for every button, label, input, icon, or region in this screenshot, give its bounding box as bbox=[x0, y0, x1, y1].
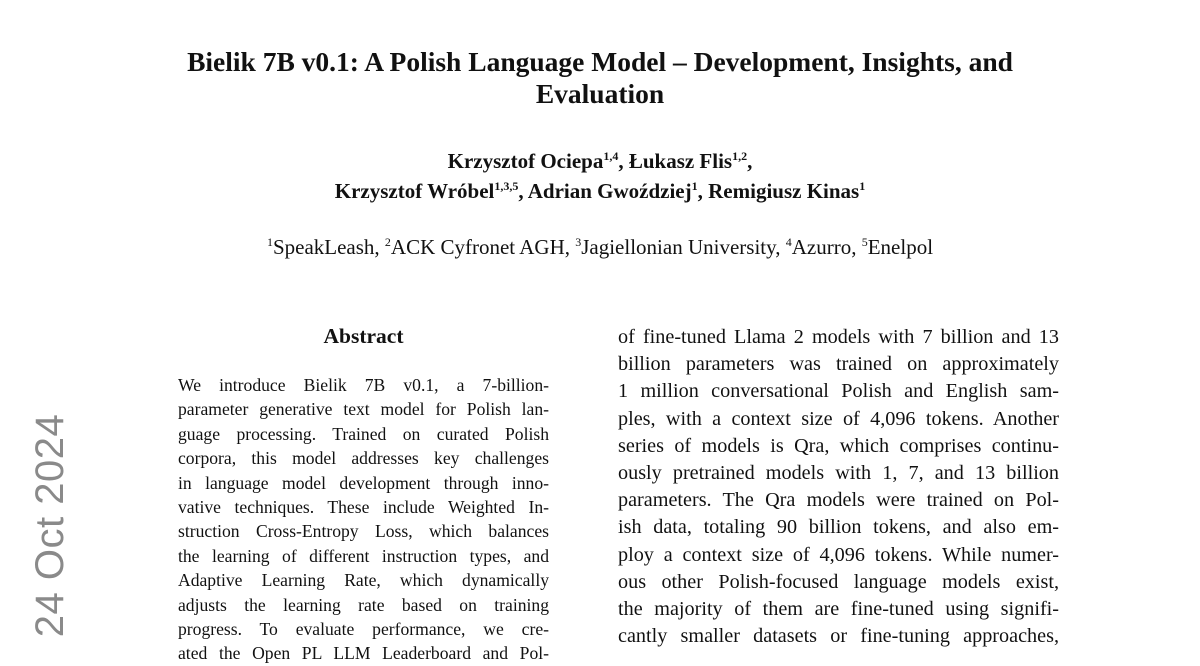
affiliation-mark: 5 bbox=[861, 235, 868, 249]
arxiv-date-text: 24 Oct 2024 bbox=[28, 413, 73, 637]
body-line: 1 million conversational Polish and English sam- bbox=[618, 380, 1059, 403]
affiliation-name: ACK Cyfronet AGH bbox=[390, 235, 565, 259]
abstract-line: ated the Open PL LLM Leaderboard and Pol- bbox=[178, 643, 549, 664]
abstract-line: progress. To evaluate performance, we cre- bbox=[178, 619, 549, 640]
author-name: Łukasz Flis bbox=[628, 149, 733, 173]
author-name: Adrian Gwoździej bbox=[527, 179, 692, 203]
body-line: parameters. The Qra models were trained on Pol- bbox=[618, 489, 1059, 512]
abstract-line: Adaptive Learning Rate, which dynamically bbox=[178, 570, 549, 591]
abstract-line: the learning of different instruction types, and bbox=[178, 545, 549, 566]
abstract-line: parameter generative text model for Polish lan- bbox=[178, 399, 549, 420]
affiliation-mark: 4 bbox=[785, 235, 792, 249]
author-line-1: Krzysztof Ociepa$^{1,4}$, Łukasz Flis$^{1,2}$, bbox=[447, 149, 753, 173]
author-affiliation-mark: 1 bbox=[691, 179, 698, 193]
affiliation-mark: 3 bbox=[575, 235, 582, 249]
author-name: Remigiusz Kinas bbox=[708, 179, 860, 203]
abstract-line: struction Cross-Entropy Loss, which balances bbox=[178, 521, 549, 542]
affiliation-name: Jagiellonian University bbox=[581, 235, 776, 259]
body-line: billion parameters was trained on approximately bbox=[618, 353, 1059, 376]
body-line: ish data, totaling 90 billion tokens, and also em- bbox=[618, 516, 1059, 539]
abstract-line: vative techniques. These include Weighted In- bbox=[178, 497, 549, 518]
abstract-heading: Abstract bbox=[323, 324, 404, 348]
arxiv-date-stamp bbox=[28, 413, 74, 637]
author-line-2: Krzysztof Wróbel$^{1,3,5}$, Adrian Gwoździej$^1$, Remigiusz Kinas$^1$ bbox=[334, 179, 866, 203]
body-line: of fine-tuned Llama 2 models with 7 billion and 13 bbox=[618, 326, 1059, 348]
abstract-line: adjusts the learning rate based on training bbox=[178, 594, 549, 615]
affiliation-name: Enelpol bbox=[867, 235, 934, 259]
affiliation-mark: 2 bbox=[384, 235, 391, 249]
body-line: series of models is Qra, which comprises continu- bbox=[618, 434, 1059, 457]
body-line: ples, with a context size of 4,096 tokens. Another bbox=[618, 407, 1059, 430]
body-line: ploy a context size of 4,096 tokens. While numer- bbox=[618, 543, 1059, 566]
affiliation-name: SpeakLeash bbox=[272, 235, 375, 259]
author-name: Krzysztof Ociepa bbox=[447, 149, 604, 173]
abstract-line: in language model development through inno- bbox=[178, 472, 549, 493]
author-affiliation-mark: 1 bbox=[859, 179, 866, 193]
body-line: cantly smaller datasets or fine-tuning approaches, bbox=[618, 625, 1059, 648]
body-line: the majority of them are fine-tuned using signifi- bbox=[618, 598, 1059, 621]
author-affiliation-mark: 1,4 bbox=[603, 149, 619, 163]
affiliation-list: $^1$SpeakLeash, $^2$ACK Cyfronet AGH, $^3$Jagiellonian University, $^4$Azurro, $^5$Enelpol bbox=[266, 235, 934, 259]
body-text-right-column bbox=[618, 324, 1059, 650]
author-list bbox=[140, 146, 1060, 206]
paper-title bbox=[140, 46, 1060, 110]
paper-title-line-1: Bielik 7B v0.1: A Polish Language Model – Development, Insights, and bbox=[187, 46, 1013, 77]
body-line: ous other Polish-focused language models exist, bbox=[618, 570, 1059, 593]
author-name: Krzysztof Wróbel bbox=[334, 179, 495, 203]
abstract-line: corpora, this model addresses key challenges bbox=[178, 448, 549, 469]
abstract-line: guage processing. Trained on curated Polish bbox=[178, 423, 549, 444]
paper-title-line-2: Evaluation bbox=[535, 78, 665, 109]
abstract-line: We introduce Bielik 7B v0.1, a 7-billion- bbox=[178, 375, 549, 395]
abstract-body bbox=[178, 373, 549, 666]
author-affiliation-mark: 1,3,5 bbox=[494, 179, 519, 193]
affiliation-name: Azurro bbox=[791, 235, 852, 259]
body-line: ously pretrained models with 1, 7, and 13 billion bbox=[618, 462, 1059, 485]
author-affiliation-mark: 1,2 bbox=[732, 149, 748, 163]
affiliation-mark: 1 bbox=[266, 235, 273, 249]
